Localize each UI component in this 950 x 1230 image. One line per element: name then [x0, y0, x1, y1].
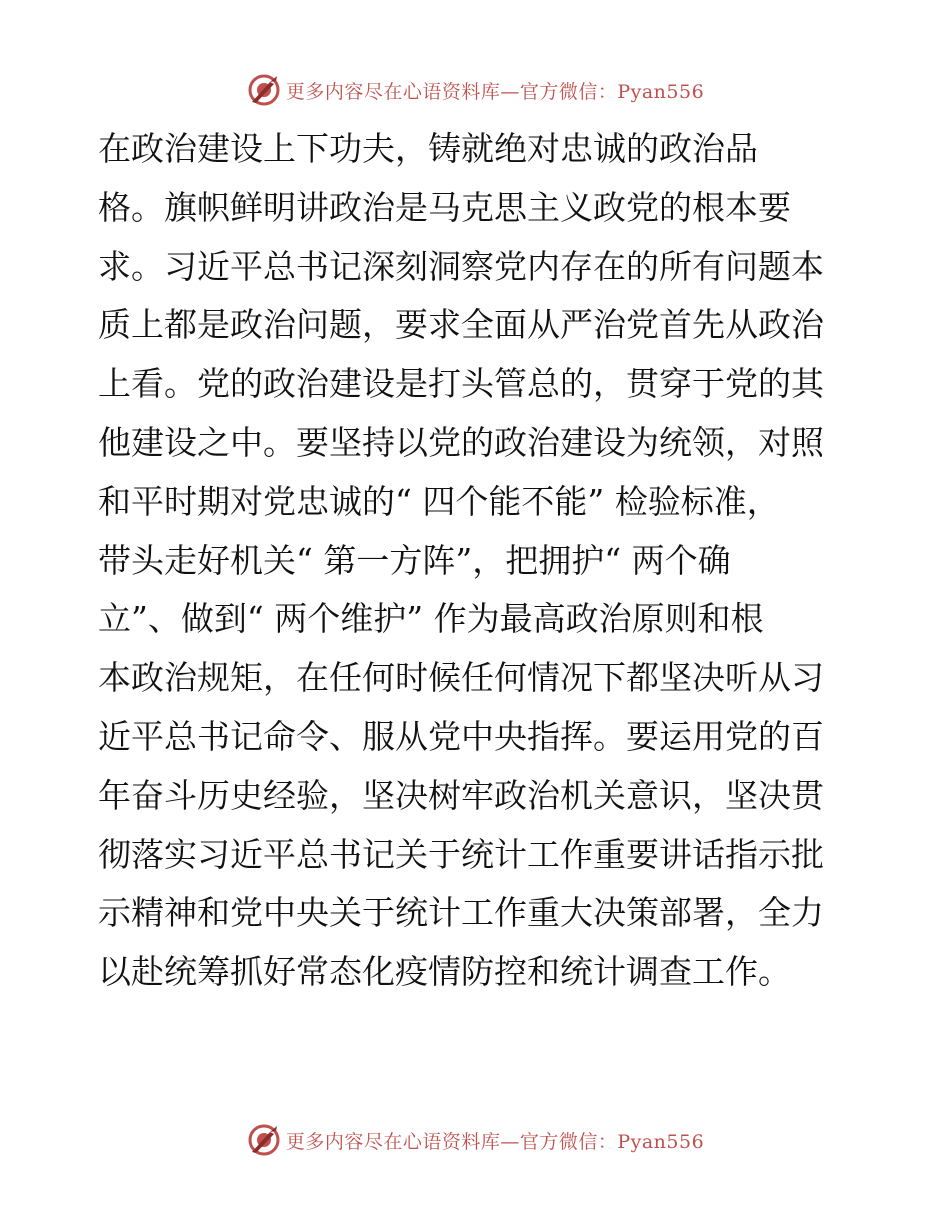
- paragraph-line: 以赴统筹抓好常态化疫情防控和统计调查工作。: [98, 952, 791, 992]
- red-circle-quill-logo-icon: [246, 1122, 282, 1158]
- red-circle-quill-logo-icon: [246, 72, 282, 108]
- paragraph-line: 格。旗帜鲜明讲政治是马克思主义政党的根本要: [98, 187, 791, 227]
- header-banner: [0, 70, 950, 110]
- paragraph-line: 彻落实习近平总书记关于统计工作重要讲话指示批: [98, 834, 824, 874]
- paragraph-line: 上看。党的政治建设是打头管总的，贯穿于党的其: [98, 364, 824, 404]
- footer-banner-text: 更多内容尽在心语资料库—官方微信：Pyan556: [285, 1130, 705, 1153]
- paragraph-line: 立”、做到“ 两个维护” 作为最高政治原则和根: [98, 599, 764, 639]
- paragraph-line: 示精神和党中央关于统计工作重大决策部署，全力: [98, 893, 824, 933]
- paragraph-line: 质上都是政治问题，要求全面从严治党首先从政治: [98, 305, 824, 345]
- paragraph-line: 和平时期对党忠诚的“ 四个能不能” 检验标准，: [98, 481, 780, 521]
- header-banner-text: 更多内容尽在心语资料库—官方微信：Pyan556: [285, 80, 705, 103]
- paragraph-line: 本政治规矩，在任何时候任何情况下都坚决听从习: [98, 658, 824, 698]
- document-body: [98, 120, 858, 1002]
- paragraph-line: 在政治建设上下功夫，铸就绝对忠诚的政治品: [98, 129, 758, 168]
- paragraph-line: 近平总书记命令、服从党中央指挥。要运用党的百: [98, 716, 824, 756]
- footer-banner: [0, 1120, 950, 1160]
- paragraph-line: 年奋斗历史经验，坚决树牢政治机关意识，坚决贯: [98, 775, 824, 815]
- paragraph-line: 他建设之中。要坚持以党的政治建设为统领，对照: [98, 422, 824, 462]
- paragraph-line: 带头走好机关“ 第一方阵”，把拥护“ 两个确: [98, 540, 731, 580]
- paragraph-line: 求。习近平总书记深刻洞察党内存在的所有问题本: [98, 246, 824, 286]
